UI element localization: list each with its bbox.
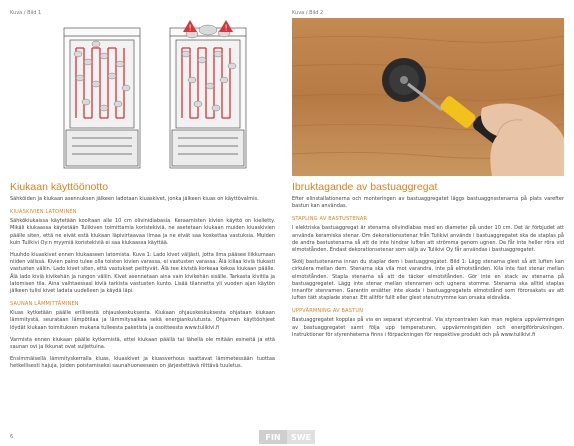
- paragraph: Skölj bastustenarna innan du staplar dem i bastuaggregatet. Bild 1: Lägg stenarna glest så att luften kan cirkulera mellan dem. Stenarna ska vila mot varandra, inte på elmotstånden. Kila inte fast stenar mellan elmotstånden. Stapla stenarna så att de täcker elmotstånden. Gör inte en stack av stenarna på bastuaggregatet. Lägg inte stenar mellan stenramen och ugnens stomme. Stenarna ska alltid staplas innanför stenramen. Garantin ersätter inte skada i bastuaggregatets elmotstånd som förorsakats av att luften tätt staplade stenar. Ett alltför fullt eller glest stenutrymme kan orsaka eldsvåda.: [292, 259, 564, 302]
- right-column: [292, 182, 564, 344]
- section-heading: STAPLING AV BASTUSTENAR: [292, 216, 368, 223]
- page-number: 6: [10, 434, 14, 440]
- svg-text:!: !: [224, 23, 228, 33]
- paragraph: Huuhdo kiuaskivet ennen kiukaaseen latomista. Kuva 1: Lado kivet väljästi, jotta ilma pääsee liikkumaan niiden välissä. Kivien paino tulee olla toisten kivien varassa, ei vastusten varassa. Älä kiilaa kiviä tiukasti vastusten väliin. Lado kivet siten, että vastukset peittyvät. Älä tee kivistä korkeaa kekoa kiukaan päälle. Älä lado kiviä kivikehän ja rungon väliin. Kivet asennetaan aina vain kivikehän sisälle. Tarkasta kivitila ja latomisen tila. Aina vaihtaessasi kiviä tarkista vastusten kunto. Lisää tilannetta yli vuoden ajan käytön jälkeen tulisi kivet ladata uudelleen ja käydä läpi.: [10, 252, 275, 295]
- paragraph: Kiuas kytketään päälle erillisestä ohjauskeskuksesta. Kiukaan ohjauskeskuksesta ohjataan kiukaan lämmitystä, seurataan lämpötilaa ja lämmitysaikaa sekä energiankulutusta. Ohjaimen käyttöohjeet löydät kiukaan toimituksen mukana tulleesta paketista ja osoitteesta www.tulikivi.fi: [10, 310, 275, 331]
- language-tabs: [259, 430, 315, 444]
- tab-swe[interactable]: SWE: [287, 430, 315, 444]
- left-intro: Sähköiden ja kiukaan asennuksen jälkeen ladotaan kiuaskivet, jonka jälkeen kiuas on käyttövalmis.: [10, 196, 259, 202]
- section-heading: KIUASKIVIEN LATOMINEN: [10, 209, 77, 216]
- paragraph: I elektriska bastuaggregat är stenarna olivindiabas med en diameter på under 10 cm. Det är förbjudet att använda keramiska stenar. Om dekorationsstenar från Tulikivi används i bastuaggregatet ska de staplas på de andra bastustenarna så att de inte hindrar luften att strömma genom ugnen. De får inte heller röra vid elmotstånden. Endast dekorationsstenar som säljs av Tulikivi Oy får användas i bastuaggregatet.: [292, 225, 564, 254]
- left-column: [10, 182, 275, 376]
- right-intro: Efter elinstallationerna och monteringen av bastuaggregatet läggs bastuaggnsstenarna på plats varefter bastun kan användas.: [292, 196, 564, 210]
- left-title: Kiukaan käyttöönotto: [10, 181, 109, 193]
- figure-2-photo: [292, 18, 564, 176]
- paragraph: Ensimmäisellä lämmityskerralla kiuas, kiuaskivet ja kiuasverhous saattavat lämmetessään tuottaa hetkellisesti hajuja, joiden poistamiseksi saunahuoneeseen on järjestettävä riittävä tuuletus.: [10, 356, 275, 370]
- figure-2-label: Kuva / Bild 2: [292, 10, 324, 16]
- screwdriver-photo: [292, 18, 564, 176]
- paragraph: Bastuaggregatet kopplas på via en separat styrcentral. Via styrcentralen kan man reglera uppvärmningen av bastuaggregatet samt följa upp temperaturen, uppvärmningstiden och energiförbrukningen. Instruktioner för styrenheterna finns i förpackningen för respektive produkt och på www.tulikivi.fi: [292, 317, 564, 338]
- right-title: Ibruktagande av bastuaggregat: [292, 181, 438, 193]
- figure-1-illustration: [52, 18, 262, 176]
- section-heading: SAUNAN LÄMMITTÄMINEN: [10, 301, 79, 308]
- paragraph: Sähkökiukaissa käytetään kooltaan alle 10 cm olivinidiabasia. Keraamisten kivien käyttö on kielletty. Mikäli kiukaassa käytetään Tulikiven toimittamia koristekiviä, ne asetetaan kiukaan muiden kiuaskivien päälle siten, että ne eivät estä kiukaan läpivirtaavaa ilmaa ja ne eivät saa koskettaa vastuksia. Muiden kuin Tulikivi Oy:n myymiä koristekiviä ei saa kiukaassa käyttää.: [10, 218, 275, 246]
- svg-text:!: !: [188, 23, 192, 33]
- section-heading: UPPVÄRMNING AV BASTUN: [292, 308, 364, 315]
- paragraph: Varmista ennen kiukaan päälle kytkemistä, ettei kiukaan päällä tai lähellä ole mitään esineitä ja että saunan ovi ja ikkunat ovat suljettuina.: [10, 336, 275, 351]
- heater-diagram: [52, 18, 262, 176]
- figure-1-label: Kuva / Bild 1: [10, 10, 42, 16]
- tab-fin[interactable]: FIN: [259, 430, 287, 444]
